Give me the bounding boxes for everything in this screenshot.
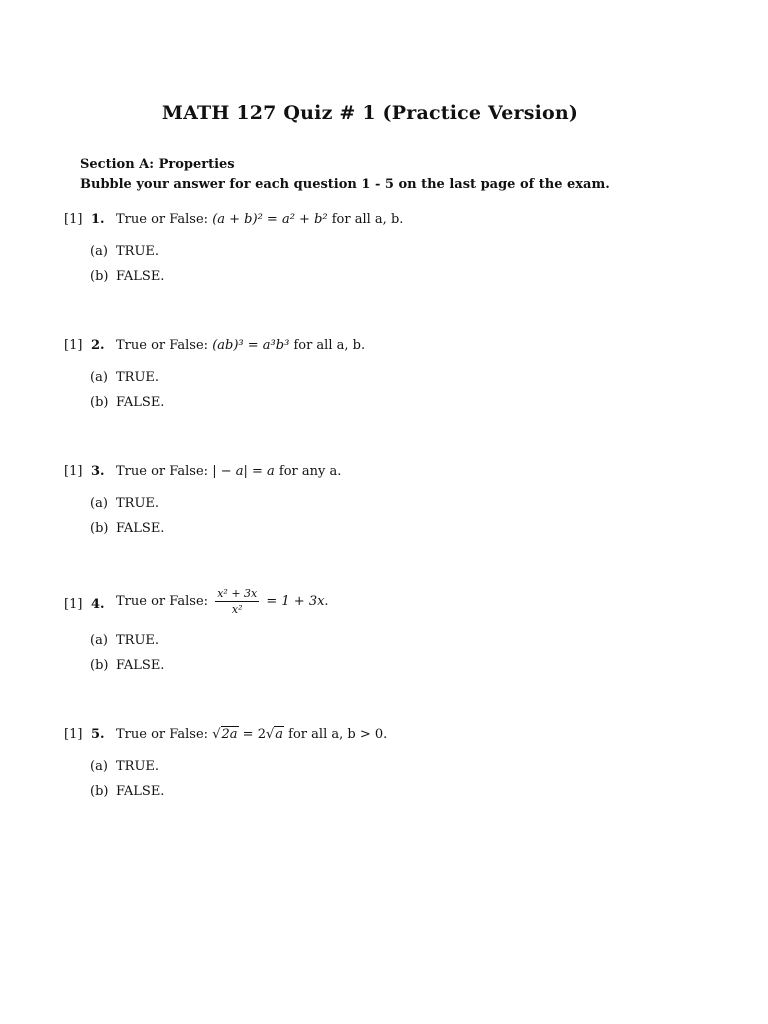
fraction-numerator: x² + 3x [217,587,258,600]
option-text: FALSE. [116,658,165,673]
radicand: a [275,727,284,742]
question-suffix: for any a. [278,464,342,479]
option-letter: (b) [90,521,109,536]
page-title: MATH 127 Quiz # 1 (Practice Version) [161,102,579,124]
option-a [90,245,164,270]
option-text: TRUE. [116,244,160,259]
option-text: FALSE. [116,784,165,799]
question-2 [64,338,704,410]
option-letter: (a) [90,244,108,259]
section-title: Section A: Properties [80,157,235,172]
question-points: [1] [64,464,83,479]
question-points: [1] [64,338,83,353]
question-text [116,464,341,479]
question-number: 3. [91,464,105,479]
fraction [215,587,259,616]
option-a [90,634,164,659]
option-text: TRUE. [116,370,160,385]
question-prompt: True or False: [116,727,209,742]
question-suffix: for all a, b. [293,338,366,353]
option-b [90,270,164,295]
question-math: (a + b)² = a² + b² [212,212,328,227]
section-instruction: Bubble your answer for each question 1 - 5 on the last page of the exam. [80,177,610,192]
option-b [90,396,164,421]
option-b [90,785,164,810]
option-letter: (b) [90,395,109,410]
question-math: = 2 [242,727,266,742]
square-root: √2a [212,727,238,742]
option-letter: (a) [90,633,108,648]
answer-options [90,371,164,421]
question-prompt: True or False: [116,338,209,353]
option-text: TRUE. [116,759,160,774]
question-4 [64,587,704,673]
answer-options [90,245,164,295]
option-b [90,659,164,684]
question-number: 2. [91,338,105,353]
question-3 [64,464,704,536]
question-suffix: for all a, b > 0. [288,727,388,742]
option-letter: (b) [90,658,109,673]
radicand: 2a [221,727,238,742]
option-letter: (b) [90,784,109,799]
answer-options [90,497,164,547]
question-points: [1] [64,212,83,227]
option-text: FALSE. [116,395,165,410]
question-text [116,727,387,742]
question-prompt: True or False: [116,464,209,479]
option-b [90,522,164,547]
question-suffix: for all a, b. [331,212,404,227]
question-text [116,338,365,353]
option-letter: (a) [90,759,108,774]
question-number: 1. [91,212,105,227]
question-number: 5. [91,727,105,742]
question-text [116,587,329,616]
option-letter: (b) [90,269,109,284]
option-a [90,760,164,785]
answer-options [90,760,164,810]
option-text: TRUE. [116,496,160,511]
square-root: √a [265,727,284,742]
option-letter: (a) [90,496,108,511]
question-points: [1] [64,727,83,742]
question-prompt: True or False: [116,212,209,227]
question-math: | − a| = a [212,464,275,479]
option-letter: (a) [90,370,108,385]
question-math: (ab)³ = a³b³ [212,338,290,353]
option-text: FALSE. [116,521,165,536]
question-number: 4. [91,597,105,612]
option-text: FALSE. [116,269,165,284]
option-a [90,497,164,522]
option-a [90,371,164,396]
answer-options [90,634,164,684]
option-text: TRUE. [116,633,160,648]
question-points: [1] [64,597,83,612]
question-5 [64,727,704,799]
question-math: = 1 + 3x. [266,594,329,609]
question-1 [64,212,704,284]
fraction-denominator: x² [231,603,243,616]
question-prompt: True or False: [116,594,209,609]
question-text [116,212,403,227]
